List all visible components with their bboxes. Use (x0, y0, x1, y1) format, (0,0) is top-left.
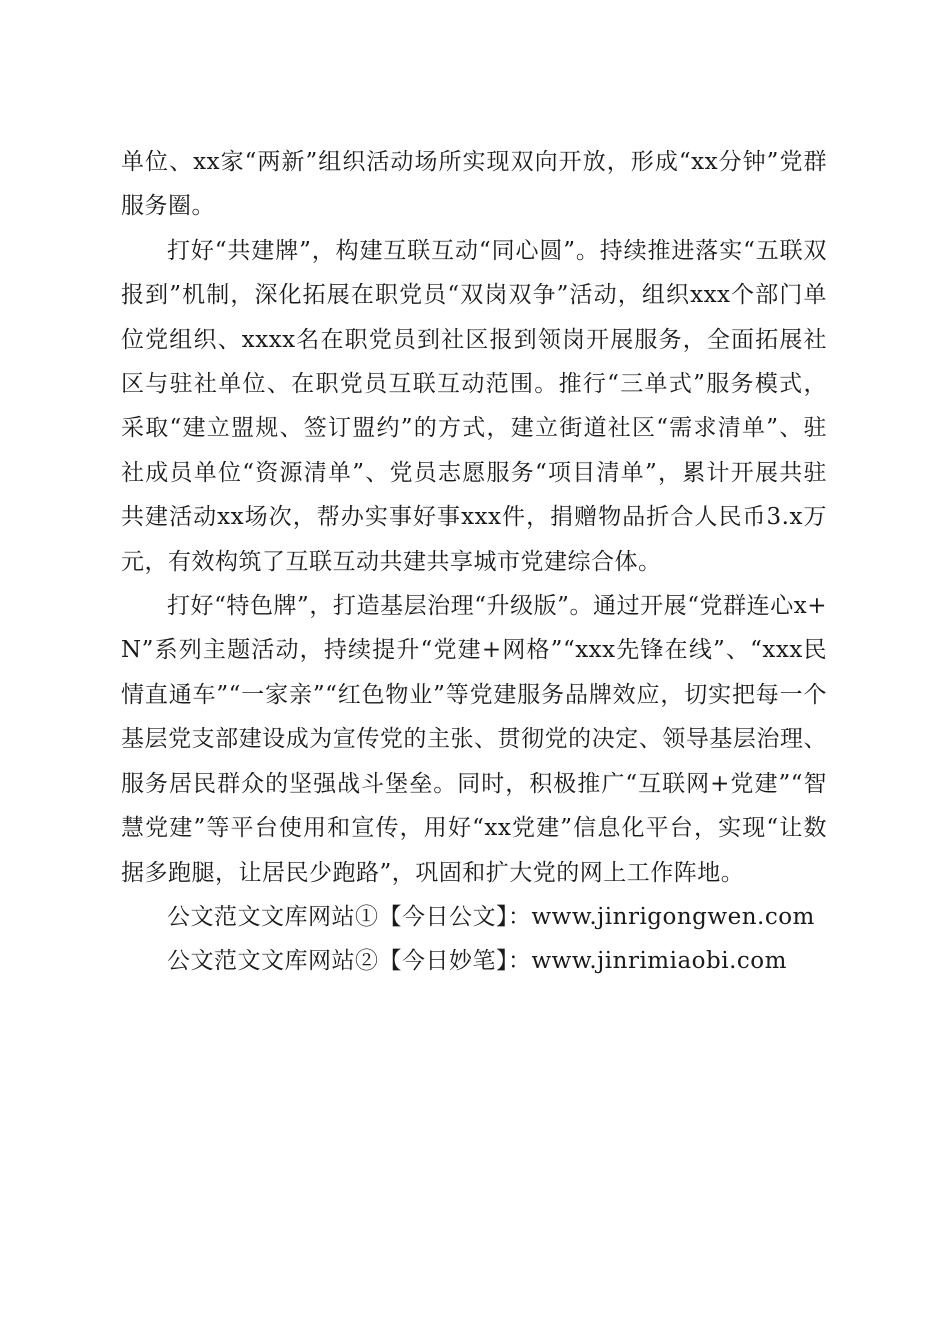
website-link-2[interactable]: 公文范文文库网站②【今日妙笔】：www.jinrimiaobi.com (167, 948, 787, 975)
document-page (121, 140, 827, 984)
website-link-1[interactable]: 公文范文文库网站①【今日公文】：www.jinrigongwen.com (167, 903, 815, 930)
paragraph-featured-brand: 打好“特色牌”，打造基层治理“升级版”。通过开展“党群连心x+N”系列主题活动，持续提升“党建+网格”“xxx先锋在线”、“xxx民情直通车”“一家亲”“红色物业”等党建服务品牌效应，切实把每一个基层党支部建设成为宣传党的主张、贯彻党的决定、领导基层治理、服务居民群众的坚强战斗堡垒。同时，积极推广“互联网+党建”“智慧党建”等平台使用和宣传，用好“xx党建”信息化平台，实现“让数据多跑腿，让居民少跑路”，巩固和扩大党的网上工作阵地。 (121, 593, 827, 886)
paragraph-joint-building: 打好“共建牌”，构建互联互动“同心圆”。持续推进落实“五联双报到”机制，深化拓展在职党员“双岗双争”活动，组织xxx个部门单位党组织、xxxx名在职党员到社区报到领岗开展服务，全面拓展社区与驻社单位、在职党员互联互动范围。推行“三单式”服务模式，采取“建立盟规、签订盟约”的方式，建立街道社区“需求清单”、驻社成员单位“资源清单”、党员志愿服务“项目清单”，累计开展共驻共建活动xx场次，帮办实事好事xxx件，捐赠物品折合人民币3.x万元，有效构筑了互联互动共建共享城市党建综合体。 (121, 237, 827, 575)
paragraph-continuation: 单位、xx家“两新”组织活动场所实现双向开放，形成“xx分钟”党群服务圈。 (121, 149, 827, 220)
